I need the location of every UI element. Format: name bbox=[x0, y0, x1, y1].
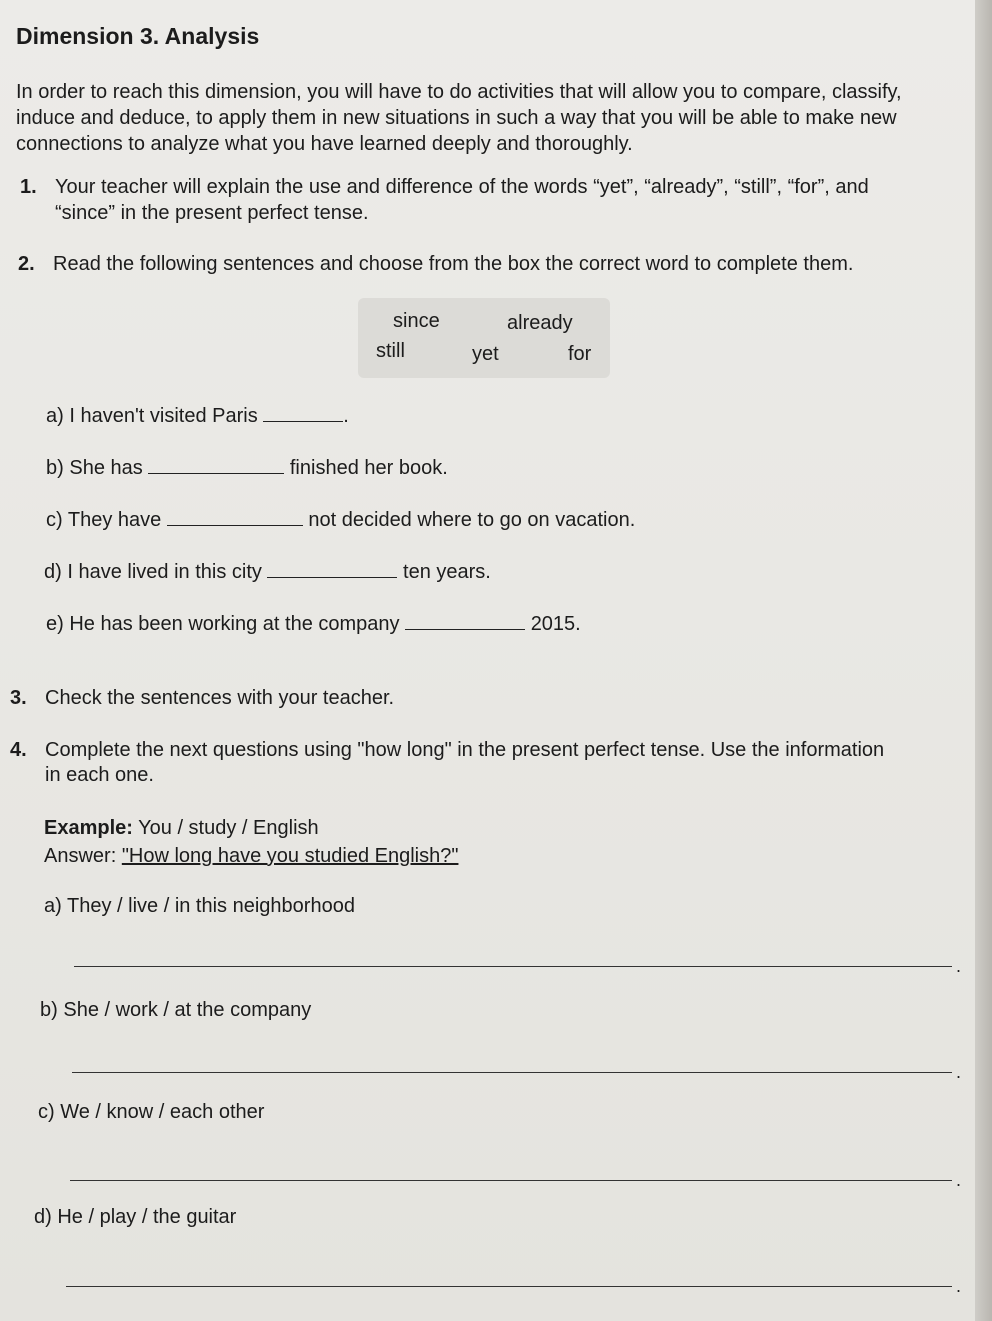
q4-item-letter: d) bbox=[34, 1206, 52, 1228]
answer-blank[interactable] bbox=[167, 507, 303, 526]
q2-item-after: . bbox=[343, 405, 349, 427]
q2-item-a bbox=[46, 403, 349, 428]
answer-line-d[interactable] bbox=[66, 1286, 952, 1287]
answer-blank[interactable] bbox=[405, 611, 525, 630]
q2-item-after: ten years. bbox=[403, 561, 491, 583]
intro-line-3: connections to analyze what you have learned deeply and thoroughly. bbox=[16, 133, 633, 155]
word-box bbox=[358, 298, 610, 378]
example-label: Example: bbox=[44, 817, 133, 839]
answer-blank[interactable] bbox=[263, 403, 343, 422]
q2-item-before: They have bbox=[67, 509, 162, 531]
q2-item-letter: c) bbox=[46, 509, 63, 531]
answer-line-b[interactable] bbox=[72, 1072, 952, 1073]
page-edge bbox=[975, 0, 992, 1321]
q4-item-d bbox=[34, 1205, 236, 1229]
q2-text: Read the following sentences and choose from the box the correct word to complete them. bbox=[53, 253, 854, 275]
page-title: Dimension 3. Analysis bbox=[16, 23, 260, 49]
q4-item-text: They / live / in this neighborhood bbox=[67, 895, 355, 917]
q2-item-before: She has bbox=[69, 457, 143, 479]
q4-line-2: in each one. bbox=[45, 764, 154, 786]
q3-number: 3. bbox=[10, 687, 27, 709]
q4-item-text: He / play / the guitar bbox=[57, 1206, 237, 1228]
example-text: You / study / English bbox=[138, 817, 319, 839]
answer-blank[interactable] bbox=[148, 455, 284, 474]
q4-item-text: She / work / at the company bbox=[63, 999, 312, 1021]
q2-item-e bbox=[46, 611, 581, 636]
q4-item-end: . bbox=[956, 956, 962, 976]
q2-item-letter: d) bbox=[44, 561, 62, 583]
q2-item-letter: a) bbox=[46, 405, 64, 427]
answer-line-c[interactable] bbox=[70, 1180, 952, 1181]
q2-item-after: finished her book. bbox=[289, 457, 448, 479]
q4-item-text: We / know / each other bbox=[60, 1101, 265, 1123]
answer-label: Answer: bbox=[44, 845, 117, 867]
example-line bbox=[44, 816, 319, 840]
answer-blank[interactable] bbox=[267, 559, 397, 578]
answer-line bbox=[44, 844, 458, 868]
q4-item-c bbox=[38, 1100, 264, 1124]
q1-line-2: “since” in the present perfect tense. bbox=[55, 202, 369, 224]
q4-item-end: . bbox=[956, 1062, 962, 1082]
word-already: already bbox=[507, 312, 573, 334]
q4-item-letter: b) bbox=[40, 999, 58, 1021]
q4-line-1: Complete the next questions using "how long" in the present perfect tense. Use the information bbox=[45, 739, 885, 761]
intro-line-1: In order to reach this dimension, you will have to do activities that will allow you to compare, classify, bbox=[16, 81, 902, 103]
word-for: for bbox=[568, 343, 592, 365]
q2-item-before: I haven't visited Paris bbox=[69, 405, 258, 427]
q2-item-after: not decided where to go on vacation. bbox=[308, 509, 636, 531]
q1-number: 1. bbox=[20, 176, 37, 198]
q2-item-after: 2015. bbox=[530, 613, 581, 635]
q3-text: Check the sentences with your teacher. bbox=[45, 687, 395, 709]
word-since: since bbox=[393, 310, 440, 332]
q4-item-letter: c) bbox=[38, 1101, 55, 1123]
q2-item-d bbox=[44, 559, 491, 584]
answer-text: "How long have you studied English?" bbox=[121, 845, 459, 867]
word-still: still bbox=[376, 340, 405, 362]
q4-item-letter: a) bbox=[44, 895, 62, 917]
q2-item-letter: b) bbox=[46, 457, 64, 479]
q4-item-end: . bbox=[956, 1170, 962, 1190]
answer-line-a[interactable] bbox=[74, 966, 952, 967]
word-yet: yet bbox=[472, 343, 499, 365]
q4-item-a bbox=[44, 894, 355, 918]
q2-number: 2. bbox=[18, 253, 35, 275]
q1-line-1: Your teacher will explain the use and difference of the words “yet”, “already”, “still”, “for”, and bbox=[55, 176, 869, 198]
q4-number: 4. bbox=[10, 739, 27, 761]
q4-item-end: . bbox=[956, 1276, 962, 1296]
q2-item-b bbox=[46, 455, 448, 480]
intro-line-2: induce and deduce, to apply them in new situations in such a way that you will be able to make new bbox=[16, 107, 897, 129]
q2-item-letter: e) bbox=[46, 613, 64, 635]
q4-item-b bbox=[40, 998, 311, 1022]
q2-item-before: I have lived in this city bbox=[67, 561, 262, 583]
q2-item-c bbox=[46, 507, 635, 532]
q2-item-before: He has been working at the company bbox=[69, 613, 400, 635]
